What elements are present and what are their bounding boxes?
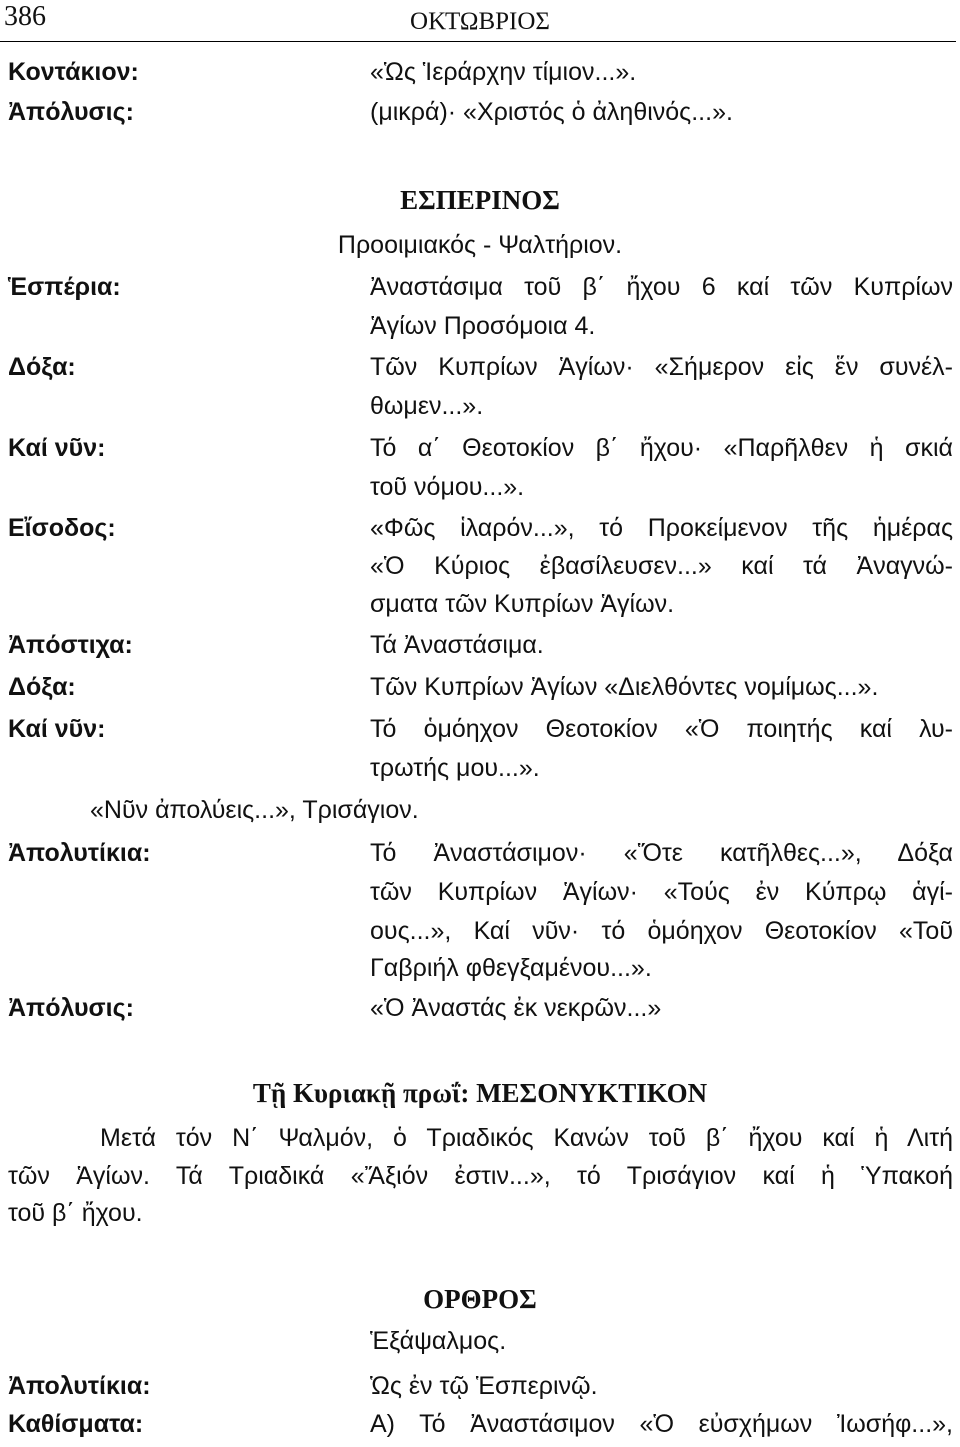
rubric-text-line: τοῦ νόμου...». [370, 473, 525, 501]
rubric-label: Καί νῦν: [8, 715, 106, 743]
section-subheading: Ἑξάψαλμος. [370, 1327, 507, 1355]
rubric-text-line: τρωτής μου...». [370, 754, 540, 782]
section-heading: ΟΡΘΡΟΣ [423, 1284, 537, 1314]
rubric-text-line: Ὡς ἐν τῷ Ἑσπερινῷ. [370, 1372, 598, 1400]
rubric-text-line: Α) Τό Ἀναστάσιμον «Ὁ εὐσχήμων Ἰωσήφ...», [370, 1410, 953, 1438]
rubric-text-line: Τῶν Κυπρίων Ἁγίων· «Σήμερον εἰς ἕν συνέλ- [370, 353, 953, 381]
paragraph-line: τῶν Ἁγίων. Τά Τριαδικά «Ἄξιόν ἐστιν...», τό Τρισάγιον καί ἡ Ὑπακοή [8, 1162, 953, 1190]
rubric-label: Ἀπόλυσις: [8, 994, 134, 1022]
rubric-text-line: «Φῶς ἱλαρόν...», τό Προκείμενον τῆς ἡμέρας [370, 514, 953, 542]
rubric-label: Καί νῦν: [8, 434, 106, 462]
rubric-text-line: ους...», Καί νῦν· τό ὁμόηχον Θεοτοκίον «Τοῦ [370, 917, 953, 945]
running-head: ΟΚΤΩΒΡΙΟΣ [410, 8, 550, 35]
section-heading: ΕΣΠΕΡΙΝΟΣ [400, 185, 560, 215]
rubric-text-line: Τό α΄ Θεοτοκίον β΄ ἤχου· «Παρῆλθεν ἡ σκιά [370, 434, 953, 462]
rubric-label: Δόξα: [8, 353, 76, 381]
rubric-text-line: «Ὁ Ἀναστάς ἐκ νεκρῶν...» [370, 994, 662, 1022]
rubric-text-line: Γαβριήλ φθεγξαμένου...». [370, 954, 652, 982]
rubric-text-line: Τό Ἀναστάσιμον· «Ὅτε κατῆλθες...», Δόξα [370, 839, 953, 867]
header-rule [0, 41, 956, 42]
paragraph-line: τοῦ β΄ ἤχου. [8, 1199, 143, 1227]
rubric-text-line: Τῶν Κυπρίων Ἁγίων «Διελθόντες νομίμως...». [370, 673, 879, 701]
rubric-label: Ἀπολυτίκια: [8, 839, 151, 867]
rubric-label: Ἀπολυτίκια: [8, 1372, 151, 1400]
rubric-label: Δόξα: [8, 673, 76, 701]
rubric-text-line: σματα τῶν Κυπρίων Ἁγίων. [370, 590, 675, 618]
rubric-text-line: θωμεν...». [370, 392, 484, 420]
rubric-label: Καθίσματα: [8, 1410, 144, 1438]
page-number: 386 [4, 1, 46, 32]
paragraph-line: Μετά τόν Ν΄ Ψαλμόν, ὁ Τριαδικός Κανών τοῦ β΄ ἤχου καί ἡ Λιτή [100, 1124, 953, 1152]
rubric-label: Ἀπόλυσις: [8, 98, 134, 126]
rubric-label: Εἴσοδος: [8, 514, 116, 542]
rubric-text-line: Τά Ἀναστάσιμα. [370, 631, 544, 659]
rubric-label: Κοντάκιον: [8, 58, 139, 86]
rubric-text-line: τῶν Κυπρίων Ἁγίων· «Τούς ἐν Κύπρῳ ἁγί- [370, 878, 953, 906]
section-subheading: Προοιμιακός - Ψαλτήριον. [337, 231, 623, 259]
rubric-text-line: Ἀναστάσιμα τοῦ β΄ ἤχου 6 καί τῶν Κυπρίων [370, 273, 953, 301]
rubric-text-line: «Ὁ Κύριος ἐβασίλευσεν...» καί τά Ἀναγνώ- [370, 552, 953, 580]
rubric-text-line: Ἁγίων Προσόμοια 4. [370, 312, 596, 340]
rubric-text-line: Τό ὁμόηχον Θεοτοκίον «Ὁ ποιητής καί λυ- [370, 715, 953, 743]
rubric-text-line: (μικρά)· «Χριστός ὁ ἀληθινός...». [370, 98, 733, 126]
rubric-label: Ἑσπέρια: [8, 273, 121, 301]
rubric-text-line: «Ὡς Ἱεράρχην τίμιον...». [370, 58, 637, 86]
rubric-label: Ἀπόστιχα: [8, 631, 133, 659]
section-heading: Τῇ Κυριακῇ πρωΐ: ΜΕΣΟΝΥΚΤΙΚΟΝ [252, 1078, 708, 1108]
rubric-line: «Νῦν ἀπολύεις...», Τρισάγιον. [90, 796, 419, 824]
